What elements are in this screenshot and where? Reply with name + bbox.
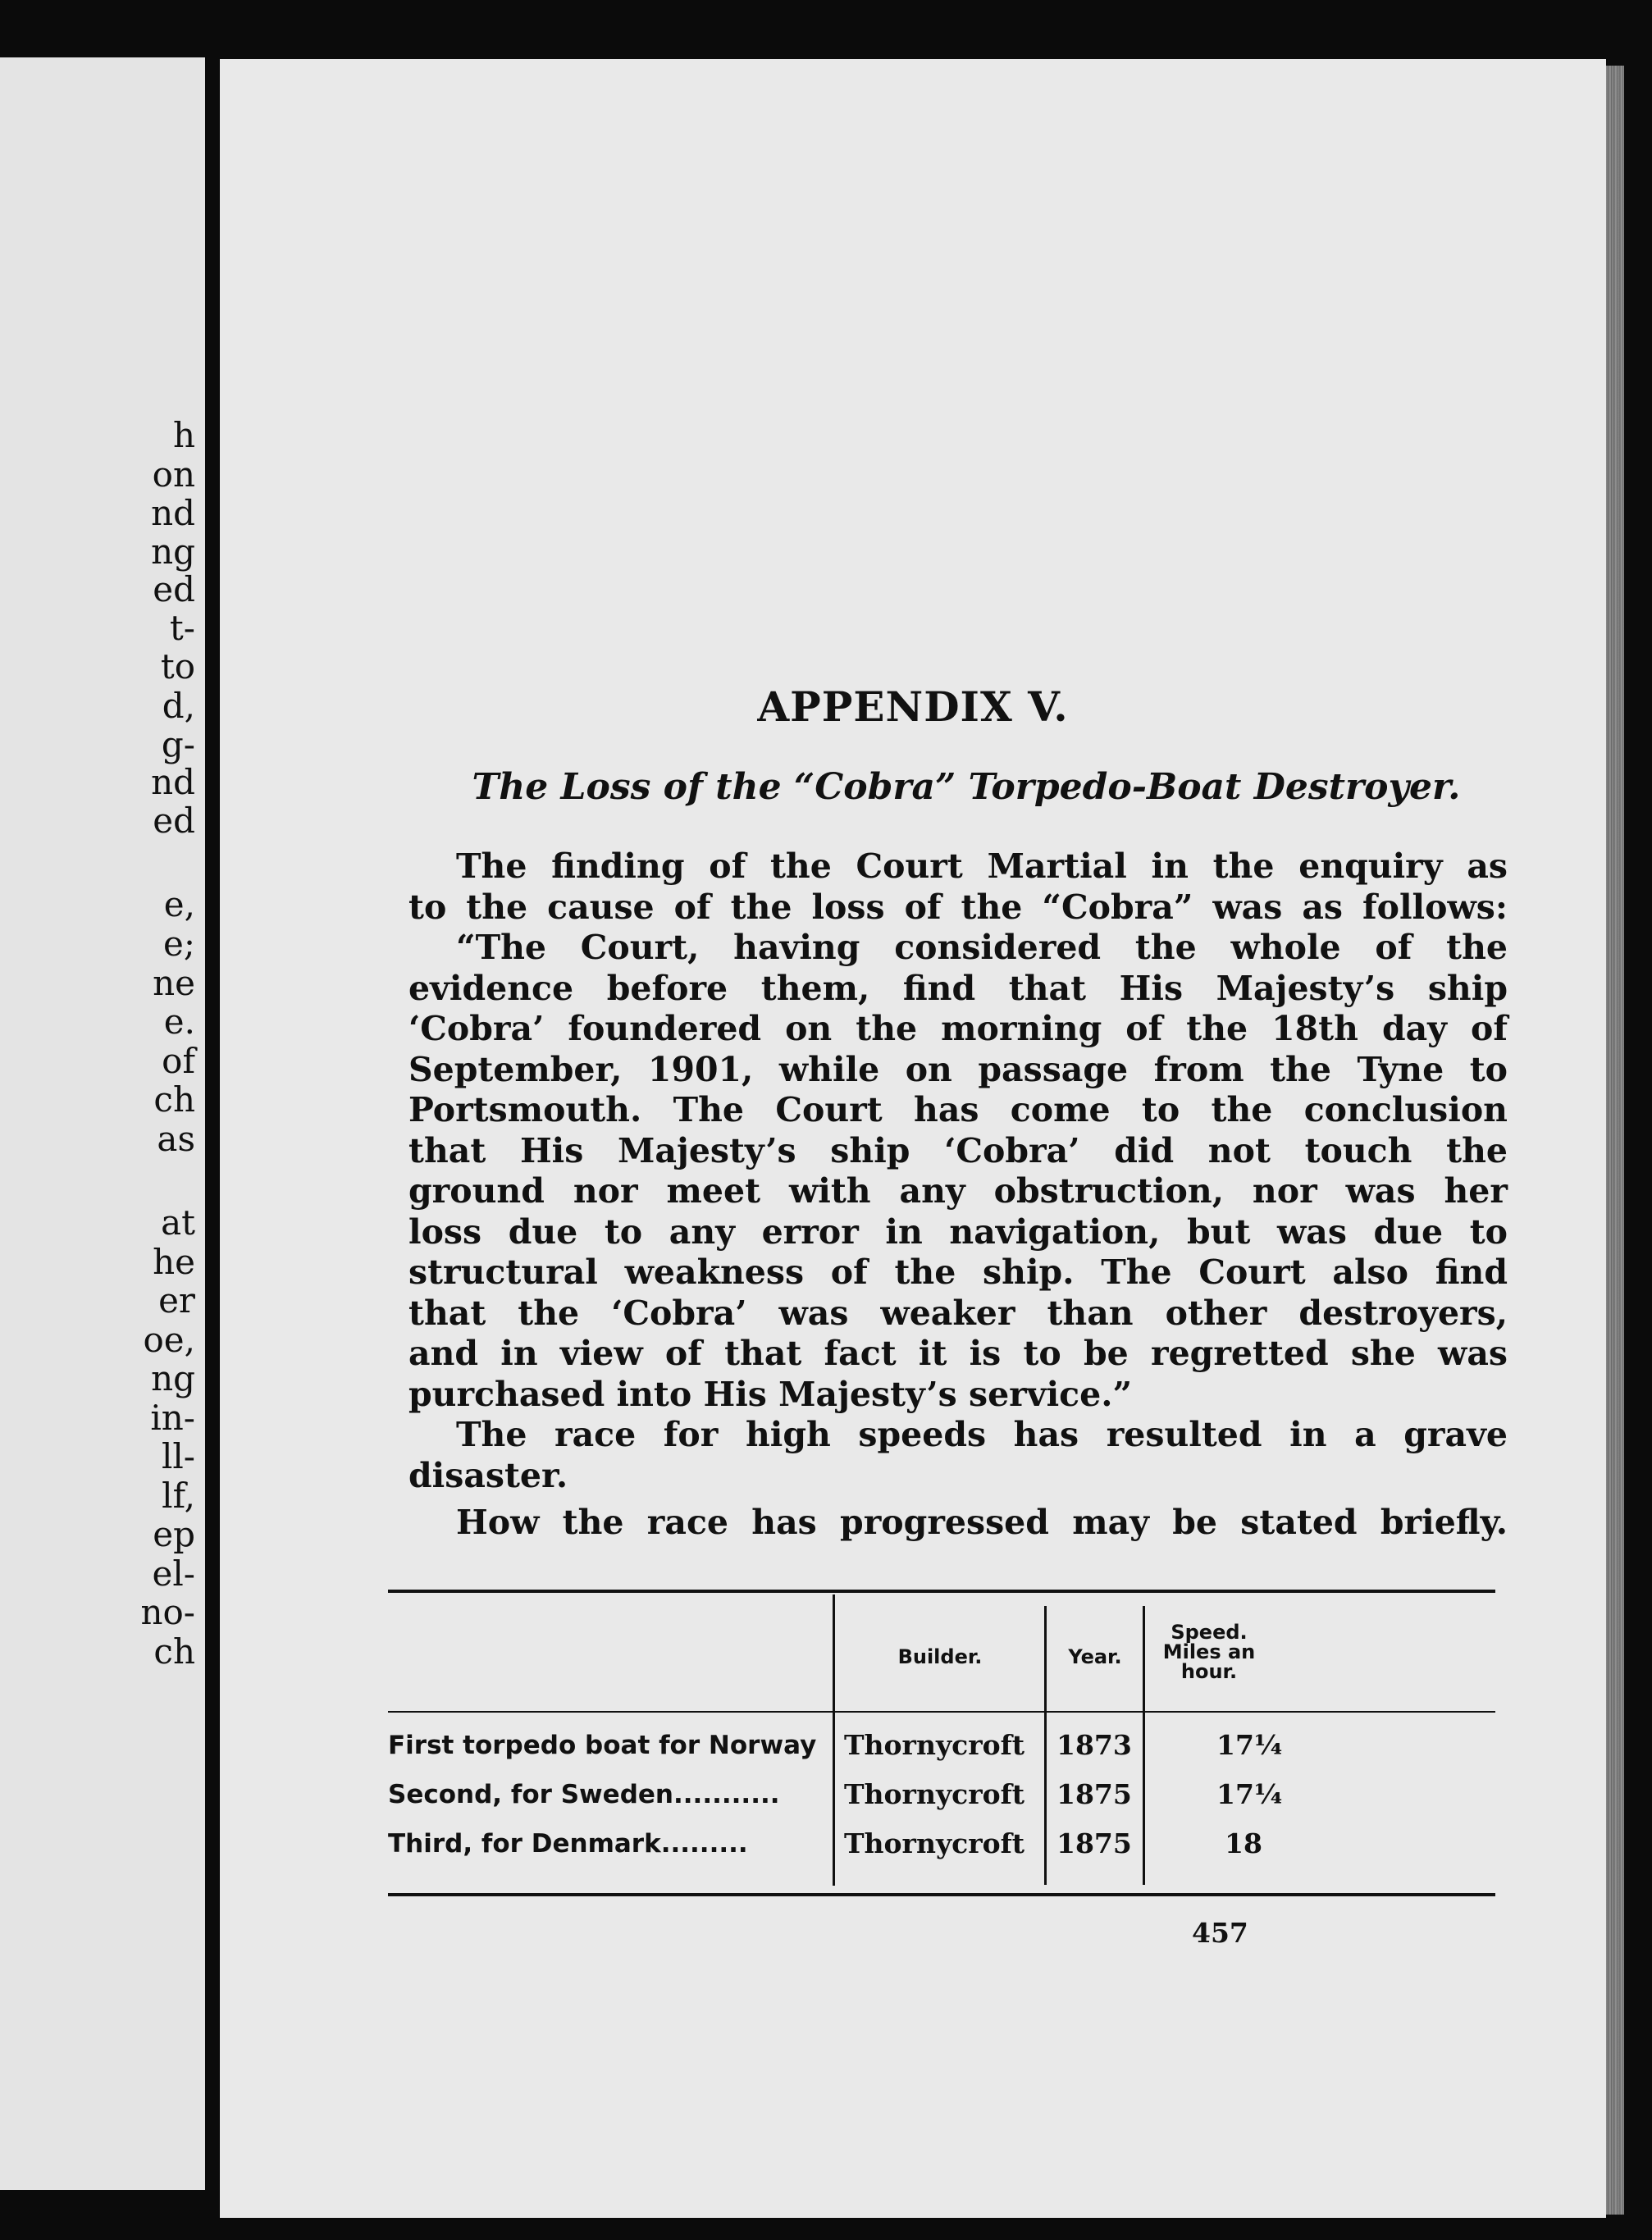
body-line: and in view of that fact it is to be regretted she was — [408, 1334, 1508, 1373]
body-line: structural weakness of the ship. The Court also find — [408, 1252, 1508, 1292]
table-column-rule — [1143, 1606, 1145, 1885]
body-line: disaster. — [408, 1455, 568, 1495]
left-fragment-line: ll- — [161, 1436, 195, 1476]
left-fragment-line: ng — [151, 531, 195, 572]
left-fragment-line: nd — [151, 762, 195, 802]
row-label: First torpedo boat for Norway — [388, 1731, 817, 1760]
body-line: evidence before them, find that His Majesty’s ship — [408, 968, 1508, 1008]
body-line: loss due to any error in navigation, but was due to — [408, 1211, 1508, 1252]
left-fragment-line: at — [161, 1202, 195, 1243]
row-label: Third, for Denmark......... — [388, 1829, 748, 1859]
body-line: Portsmouth. The Court has come to the conclusion — [408, 1090, 1508, 1129]
left-fragment-line: el- — [152, 1553, 195, 1594]
row-year: 1873 — [1056, 1729, 1132, 1761]
body-line: ‘Cobra’ foundered on the morning of the 18th day of — [408, 1009, 1508, 1048]
table-column-rule — [1044, 1606, 1047, 1885]
row-label: Second, for Sweden........... — [388, 1780, 780, 1809]
page-edges — [1606, 66, 1624, 2215]
left-fragment-line: no- — [140, 1592, 195, 1632]
left-fragment-line: nd — [151, 493, 195, 533]
body-line: purchased into His Majesty’s service.” — [408, 1374, 1133, 1414]
left-fragment-line: oe, — [143, 1320, 195, 1360]
left-fragment-line: t- — [169, 608, 195, 648]
body-line: that His Majesty’s ship ‘Cobra’ did not touch the — [408, 1130, 1508, 1170]
left-fragment-line: ch — [153, 1631, 195, 1672]
left-fragment-line: e; — [162, 924, 195, 964]
left-fragment-line: e. — [163, 1001, 195, 1042]
row-year: 1875 — [1056, 1827, 1132, 1859]
body-line: The race for high speeds has resulted in a grave — [456, 1415, 1508, 1454]
row-builder: Thornycroft — [844, 1778, 1025, 1810]
row-speed: 18 — [1225, 1827, 1262, 1859]
row-speed: 17¼ — [1216, 1778, 1283, 1810]
body-line: ground nor meet with any obstruction, nor was her — [408, 1171, 1508, 1211]
header-speed-line: hour. — [1180, 1660, 1238, 1683]
left-fragment-line: ep — [153, 1514, 195, 1554]
body-text — [408, 846, 1508, 1544]
appendix-subtitle: The Loss of the “Cobra” Torpedo-Boat Destroyer. — [472, 766, 1461, 808]
row-builder: Thornycroft — [844, 1729, 1025, 1761]
body-line: How the race has progressed may be stated briefly. — [456, 1503, 1508, 1542]
left-fragment-line: ne — [153, 963, 195, 1003]
row-year: 1875 — [1056, 1778, 1132, 1810]
header-builder: Builder. — [897, 1645, 983, 1668]
right-page — [220, 59, 1606, 2218]
left-fragment-line: ch — [153, 1079, 195, 1120]
header-speed-line: Miles an — [1162, 1640, 1256, 1663]
table-column-rule — [833, 1594, 835, 1886]
left-fragment-line: on — [152, 454, 195, 495]
table-bottom-rule — [388, 1893, 1495, 1896]
row-speed: 17¼ — [1216, 1729, 1283, 1761]
speed-table — [388, 1590, 1495, 1909]
body-line: “The Court, having considered the whole of the — [456, 928, 1508, 967]
left-fragment-line: he — [153, 1242, 195, 1282]
left-fragment-line: ed — [153, 801, 195, 841]
left-fragment-line: lf, — [162, 1476, 195, 1516]
body-line: The finding of the Court Martial in the enquiry as — [456, 846, 1508, 886]
page-number: 457 — [1192, 1917, 1248, 1949]
left-fragment-line: as — [157, 1119, 195, 1159]
body-line: September, 1901, while on passage from the Tyne to — [408, 1049, 1508, 1089]
book-gutter — [205, 49, 220, 2207]
table-header-rule — [388, 1711, 1495, 1713]
left-fragment-line: g- — [161, 724, 195, 764]
body-line: that the ‘Cobra’ was weaker than other destroyers, — [408, 1293, 1508, 1333]
left-fragment-line: ng — [151, 1358, 195, 1398]
header-speed-line: Speed. — [1171, 1621, 1248, 1644]
left-page-fragment — [0, 57, 208, 2190]
left-fragment-line: in- — [150, 1398, 195, 1438]
header-year: Year. — [1068, 1645, 1122, 1668]
left-fragment-line: d, — [162, 686, 195, 726]
left-fragment-line: er — [158, 1280, 195, 1321]
appendix-title: APPENDIX V. — [757, 682, 1069, 731]
row-builder: Thornycroft — [844, 1827, 1025, 1859]
left-fragment-line: h — [172, 415, 195, 455]
left-fragment-line: to — [160, 646, 195, 687]
header-speed — [1148, 1622, 1271, 1681]
left-fragment-line: ed — [153, 569, 195, 609]
table-top-rule — [388, 1590, 1495, 1593]
left-fragment-line: e, — [163, 884, 195, 924]
body-line: to the cause of the loss of the “Cobra” was as follows: — [408, 887, 1508, 927]
left-fragment-line: of — [162, 1041, 195, 1081]
